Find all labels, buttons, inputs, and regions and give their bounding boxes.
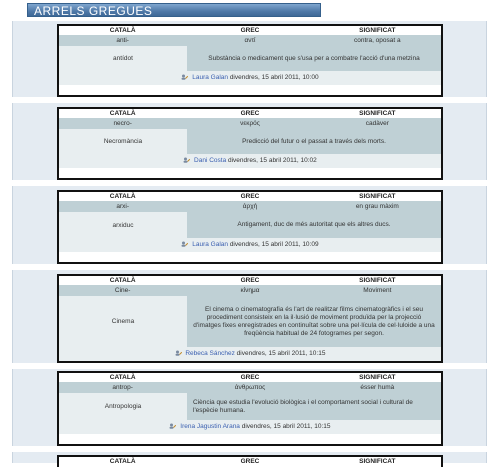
entry-footer [59,347,441,361]
user-icon [169,423,176,429]
root-catala: arxi- [116,203,129,210]
separator [12,180,487,186]
entry-date: divendres, 15 abril 2011, 10:02 [228,157,317,164]
col-catala-header: CATALÀ [109,193,136,200]
col-grec-header: GREC [240,193,260,200]
entry-word: arxiduc [59,212,187,238]
section-title: ARRELS GREGUES [34,4,153,18]
col-grec-header: GREC [240,27,260,34]
entry-footer [59,154,441,168]
entry-definition: Substància o medicament que s'usa per a combatre l'acció d'una metzina [187,46,441,71]
root-catala: Cine- [114,287,131,294]
col-grec-header: GREC [240,458,260,465]
separator [12,446,487,452]
col-significat-header: SIGNIFICAT [359,110,396,117]
col-significat-header: SIGNIFICAT [359,458,396,465]
entry-footer [59,420,441,434]
section-header [27,3,321,17]
entry-word: Cinema [59,296,187,347]
col-catala-header: CATALÀ [109,27,136,34]
root-grec: νεκρός [240,120,260,127]
entry-date: divendres, 15 abril 2011, 10:15 [241,423,331,430]
col-significat-header: SIGNIFICAT [359,277,396,284]
separator [12,363,487,369]
root-grec: άρχή [242,203,258,210]
glossary-entry [57,190,443,264]
entry-date: divendres, 15 abril 2011, 10:09 [229,241,319,248]
entry-definition: Antigament, duc de més autoritat que els altres ducs. [187,212,441,238]
author-link[interactable]: Dani Costa [194,157,227,164]
glossary-entry-partial [57,455,443,467]
root-significat: Moviment [363,287,392,294]
entry-date: divendres, 15 abril 2011, 10:00 [229,74,319,81]
entry-definition: El cinema o cinematografia és l'art de realitzar films cinematogràfics i el seu procediment consisteix en la il·lusió de moviment produïda per la projecció d'imatges fixes enregistrades en continuïtat sobre una pel·lícula de cel·luloide a una freqüència habitual de 24 fotogrames per segon. [187,296,441,347]
entry-word: Antropologia [59,393,187,420]
entry-date: divendres, 15 abril 2011, 10:15 [236,350,326,357]
root-significat: ésser humà [360,384,395,391]
user-icon [181,74,188,80]
col-grec-header: GREC [240,374,260,381]
separator [12,264,487,270]
glossary-entry [57,274,443,363]
root-grec: άνθρωπος [234,384,266,391]
glossary-entry [57,371,443,446]
author-link[interactable]: Laura Galan [192,241,228,248]
root-significat: cadàver [365,120,389,127]
col-catala-header: CATALÀ [109,110,136,117]
author-link[interactable]: Irena Jagustin Arana [180,423,240,430]
entry-word: antídot [59,46,187,71]
user-icon [181,241,188,247]
root-catala: anti- [116,37,129,44]
author-link[interactable]: Rebeca Sánchez [185,350,235,357]
col-grec-header: GREC [240,110,260,117]
col-significat-header: SIGNIFICAT [359,193,396,200]
root-catala: antrop- [112,384,133,391]
entry-definition: Ciència que estudia l'evolució biològica i el comportament social i cultural de l'espècie humana. [187,393,441,420]
user-icon [183,157,190,163]
root-grec: αντί [244,37,256,44]
glossary-entry [57,24,443,97]
glossary-entry [57,107,443,180]
root-significat: en grau màxim [355,203,399,210]
col-grec-header: GREC [240,277,260,284]
col-significat-header: SIGNIFICAT [359,27,396,34]
root-grec: κίνημα [240,287,260,294]
separator [12,97,487,103]
entry-footer [59,71,441,85]
col-catala-header: CATALÀ [109,277,136,284]
user-icon [175,350,182,356]
col-catala-header: CATALÀ [109,458,136,465]
entry-definition: Predicció del futur o el passat a través dels morts. [187,129,441,154]
entry-footer [59,238,441,252]
author-link[interactable]: Laura Galan [192,74,228,81]
root-catala: necro- [113,120,132,127]
col-significat-header: SIGNIFICAT [359,374,396,381]
entry-word: Necromància [59,129,187,154]
col-catala-header: CATALÀ [109,374,136,381]
root-significat: contra, oposat a [354,37,401,44]
